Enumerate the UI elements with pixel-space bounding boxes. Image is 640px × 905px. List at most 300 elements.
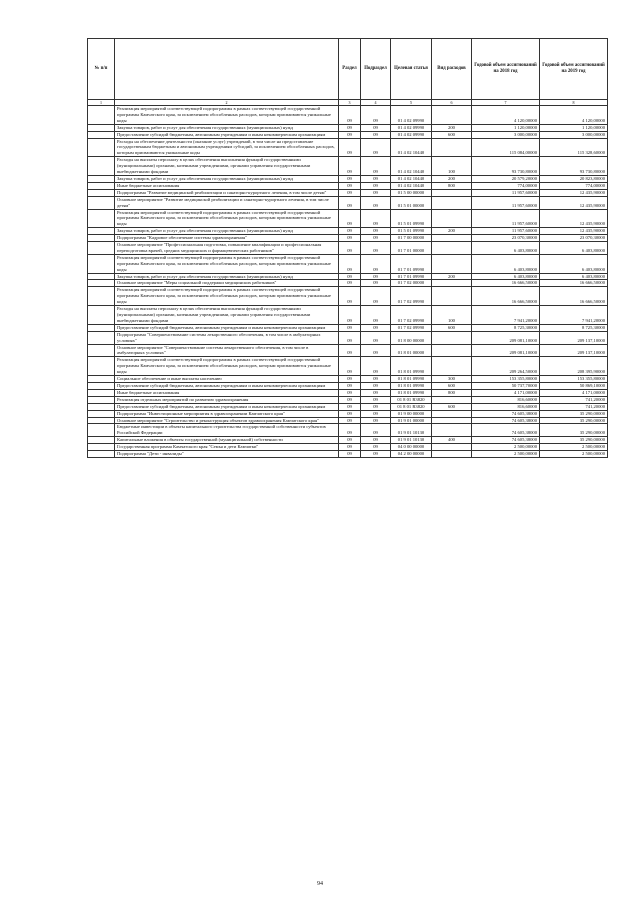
- row-razdel: 09: [339, 182, 361, 189]
- row-number: [88, 280, 115, 287]
- row-amount-2019: 741,20000: [540, 396, 608, 403]
- row-name: Подпрограмма "Дети - инвалиды": [115, 451, 339, 458]
- row-razdel: 09: [339, 437, 361, 444]
- row-name: Социальное обеспечение и иные выплаты населению: [115, 376, 339, 383]
- row-number: [88, 138, 115, 157]
- row-razdel: 09: [339, 396, 361, 403]
- row-target-article: 01 4 02 10440: [391, 175, 432, 182]
- row-amount-2018: 1 120,00000: [472, 124, 540, 131]
- row-number: [88, 444, 115, 451]
- header-num: № п/п: [88, 39, 115, 100]
- row-number: [88, 189, 115, 196]
- row-podrazdel: 09: [361, 357, 391, 376]
- row-podrazdel: 09: [361, 209, 391, 228]
- row-number: [88, 331, 115, 344]
- row-razdel: 09: [339, 273, 361, 280]
- row-amount-2018: 816,60000: [472, 403, 540, 410]
- row-podrazdel: 09: [361, 410, 391, 417]
- row-expense-type: 300: [432, 376, 472, 383]
- row-name: Подпрограмма "Инвестиционные мероприятия в здравоохранении Камчатского края": [115, 410, 339, 417]
- row-amount-2018: 209 081,10000: [472, 331, 540, 344]
- table-row: [88, 306, 608, 325]
- row-target-article: 01 7 02 09990: [391, 306, 432, 325]
- row-expense-type: 800: [432, 389, 472, 396]
- row-number: [88, 382, 115, 389]
- row-amount-2018: 4 171,00000: [472, 389, 540, 396]
- row-razdel: 09: [339, 382, 361, 389]
- row-razdel: 09: [339, 410, 361, 417]
- row-name: Бюджетные инвестиции в объекты капитального строительства государственной собственности субъектов Российской Федерации: [115, 424, 339, 437]
- table-row: [88, 106, 608, 125]
- table-row: [88, 344, 608, 357]
- row-podrazdel: 09: [361, 131, 391, 138]
- row-number: [88, 254, 115, 273]
- row-number: [88, 106, 115, 125]
- header-2019: Годовой объем ассигнований на 2019 год: [540, 39, 608, 100]
- row-amount-2018: 11 957,60000: [472, 228, 540, 235]
- row-razdel: 09: [339, 228, 361, 235]
- row-razdel: 09: [339, 451, 361, 458]
- row-podrazdel: 09: [361, 175, 391, 182]
- row-target-article: 01 7 02 00000: [391, 280, 432, 287]
- row-podrazdel: 09: [361, 182, 391, 189]
- row-expense-type: 200: [432, 273, 472, 280]
- row-podrazdel: 09: [361, 124, 391, 131]
- row-podrazdel: 09: [361, 389, 391, 396]
- row-number: [88, 437, 115, 444]
- col-number: 8: [540, 100, 608, 106]
- row-razdel: 09: [339, 189, 361, 196]
- col-number: 1: [88, 100, 115, 106]
- row-amount-2018: 209 081,10000: [472, 344, 540, 357]
- row-podrazdel: 09: [361, 306, 391, 325]
- table-row: [88, 382, 608, 389]
- row-name: Расходы на обеспечение деятельности (оказание услуг) учреждений, в том числе на предоставление государственным бюджетным и автономным учреждениям субсидий, за исключением обособленных расходов, которым присваиваются уникальные коды: [115, 138, 339, 157]
- row-name: Закупка товаров, работ и услуг для обеспечения государственных (муниципальных) нужд: [115, 124, 339, 131]
- row-target-article: 01 4 02 09990: [391, 131, 432, 138]
- row-name: Закупка товаров, работ и услуг для обеспечения государственных (муниципальных) нужд: [115, 273, 339, 280]
- row-razdel: 09: [339, 424, 361, 437]
- row-amount-2019: 35 290,00000: [540, 424, 608, 437]
- row-target-article: 01 4 02 10440: [391, 182, 432, 189]
- row-name: Основное мероприятие "Совершенствование системы лекарственного обеспечения, в том числе в амбулаторных условиях": [115, 344, 339, 357]
- table-row: [88, 417, 608, 424]
- col-number: 4: [361, 100, 391, 106]
- row-target-article: 01 8 01 R3820: [391, 403, 432, 410]
- row-razdel: 09: [339, 235, 361, 242]
- row-podrazdel: 09: [361, 106, 391, 125]
- row-amount-2019: 8 725,30000: [540, 324, 608, 331]
- page-number: 94: [317, 881, 323, 887]
- table-row: [88, 235, 608, 242]
- row-target-article: 01 5 01 00000: [391, 196, 432, 209]
- row-amount-2019: 6 403,80000: [540, 273, 608, 280]
- row-podrazdel: 09: [361, 235, 391, 242]
- row-razdel: 09: [339, 157, 361, 176]
- row-name: Реализация отдельных мероприятий по развитию здравоохранения: [115, 396, 339, 403]
- row-razdel: 09: [339, 254, 361, 273]
- row-amount-2018: 11 957,60000: [472, 196, 540, 209]
- row-name: Расходы на выплаты персоналу в целях обеспечения выполнения функций государственными (муниципальными) органами, казенными учреждениями, органами управления государственными внебюджетными фондами: [115, 306, 339, 325]
- table-row: [88, 287, 608, 306]
- row-expense-type: [432, 396, 472, 403]
- row-amount-2019: 741,20000: [540, 403, 608, 410]
- row-target-article: 01 5 01 09990: [391, 228, 432, 235]
- col-number: 6: [432, 100, 472, 106]
- row-amount-2019: 7 941,20000: [540, 306, 608, 325]
- row-expense-type: [432, 189, 472, 196]
- row-target-article: 01 8 01 09990: [391, 357, 432, 376]
- row-podrazdel: 09: [361, 382, 391, 389]
- row-target-article: 01 7 02 09990: [391, 324, 432, 331]
- table-row: [88, 389, 608, 396]
- row-number: [88, 175, 115, 182]
- row-amount-2019: 115 328,60000: [540, 138, 608, 157]
- table-row: [88, 403, 608, 410]
- row-podrazdel: 09: [361, 287, 391, 306]
- header-csr: Целевая статья: [391, 39, 432, 100]
- row-amount-2018: 74 605,38000: [472, 437, 540, 444]
- row-podrazdel: 09: [361, 417, 391, 424]
- row-number: [88, 451, 115, 458]
- row-number: [88, 324, 115, 331]
- row-name: Закупка товаров, работ и услуг для обеспечения государственных (муниципальных) нужд: [115, 228, 339, 235]
- row-podrazdel: 09: [361, 273, 391, 280]
- row-amount-2019: 3 000,00000: [540, 131, 608, 138]
- table-row: [88, 376, 608, 383]
- row-amount-2018: 2 500,00000: [472, 444, 540, 451]
- row-number: [88, 403, 115, 410]
- row-number: [88, 131, 115, 138]
- row-target-article: 01 9 01 00000: [391, 417, 432, 424]
- row-target-article: 01 7 01 09990: [391, 273, 432, 280]
- row-number: [88, 228, 115, 235]
- table-row: [88, 196, 608, 209]
- row-number: [88, 389, 115, 396]
- row-expense-type: [432, 242, 472, 255]
- row-expense-type: 200: [432, 124, 472, 131]
- row-amount-2018: 50 737,70000: [472, 382, 540, 389]
- row-number: [88, 417, 115, 424]
- row-podrazdel: 09: [361, 451, 391, 458]
- row-amount-2019: 774,00000: [540, 182, 608, 189]
- row-target-article: 01 7 02 09990: [391, 287, 432, 306]
- table-row: [88, 228, 608, 235]
- row-podrazdel: 09: [361, 344, 391, 357]
- table-row: [88, 124, 608, 131]
- row-amount-2018: 774,00000: [472, 182, 540, 189]
- row-razdel: 09: [339, 306, 361, 325]
- table-row: [88, 357, 608, 376]
- row-target-article: 01 9 00 00000: [391, 410, 432, 417]
- row-razdel: 09: [339, 175, 361, 182]
- row-name: Предоставление субсидий бюджетным, автономным учреждениям и иным некоммерческим организациям: [115, 131, 339, 138]
- col-number: 3: [339, 100, 361, 106]
- row-expense-type: 200: [432, 228, 472, 235]
- row-razdel: 09: [339, 331, 361, 344]
- row-target-article: 01 8 01 00000: [391, 344, 432, 357]
- row-target-article: 01 8 00 00000: [391, 331, 432, 344]
- row-amount-2018: 209 264,50000: [472, 357, 540, 376]
- row-podrazdel: 09: [361, 444, 391, 451]
- row-amount-2018: 8 725,30000: [472, 324, 540, 331]
- row-name: Капитальные вложения в объекты государственной (муниципальной) собственности: [115, 437, 339, 444]
- row-name: Основное мероприятие "Профессиональная подготовка, повышение квалификации и профессиональная переподготовка врачей, средних медицинских и фармацевтических работников": [115, 242, 339, 255]
- row-amount-2018: 6 403,80000: [472, 254, 540, 273]
- row-number: [88, 410, 115, 417]
- row-podrazdel: 09: [361, 189, 391, 196]
- row-amount-2019: 50 869,10000: [540, 382, 608, 389]
- budget-table: [87, 38, 608, 458]
- row-amount-2019: 16 666,50000: [540, 287, 608, 306]
- row-razdel: 09: [339, 376, 361, 383]
- row-number: [88, 344, 115, 357]
- row-expense-type: [432, 287, 472, 306]
- row-number: [88, 376, 115, 383]
- row-name: Подпрограмма "Развитие медицинской реабилитации и санаторно-курортного лечения, в том числе детям": [115, 189, 339, 196]
- row-expense-type: 800: [432, 182, 472, 189]
- row-expense-type: [432, 106, 472, 125]
- row-name: Подпрограмма "Кадровое обеспечение системы здравоохранения": [115, 235, 339, 242]
- row-target-article: 04 0 00 00000: [391, 444, 432, 451]
- row-expense-type: [432, 451, 472, 458]
- row-amount-2019: 2 500,00000: [540, 451, 608, 458]
- row-name: Реализация мероприятий соответствующей подпрограммы в рамках соответствующей государственной программы Камчатского края, за исключением обособленных расходов, которым присваиваются уникальные коды: [115, 106, 339, 125]
- row-amount-2019: 12 435,90000: [540, 228, 608, 235]
- row-expense-type: 100: [432, 306, 472, 325]
- row-amount-2019: 12 435,90000: [540, 196, 608, 209]
- row-expense-type: 600: [432, 324, 472, 331]
- row-podrazdel: 09: [361, 138, 391, 157]
- row-expense-type: [432, 280, 472, 287]
- row-target-article: 01 8 01 09990: [391, 376, 432, 383]
- row-number: [88, 124, 115, 131]
- row-target-article: 01 4 02 10440: [391, 157, 432, 176]
- row-podrazdel: 09: [361, 403, 391, 410]
- table-row: [88, 131, 608, 138]
- row-expense-type: 200: [432, 175, 472, 182]
- row-amount-2018: 16 666,50000: [472, 280, 540, 287]
- row-podrazdel: 09: [361, 254, 391, 273]
- row-podrazdel: 09: [361, 280, 391, 287]
- row-expense-type: [432, 209, 472, 228]
- table-row: [88, 242, 608, 255]
- row-amount-2018: 6 403,80000: [472, 273, 540, 280]
- row-expense-type: [432, 424, 472, 437]
- row-name: Закупка товаров, работ и услуг для обеспечения государственных (муниципальных) нужд: [115, 175, 339, 182]
- row-amount-2019: 20 823,80000: [540, 175, 608, 182]
- row-target-article: 01 8 01 R3820: [391, 396, 432, 403]
- row-number: [88, 182, 115, 189]
- row-amount-2018: 2 500,00000: [472, 451, 540, 458]
- row-number: [88, 396, 115, 403]
- table-row: [88, 324, 608, 331]
- row-name: Подпрограмма "Совершенствование системы лекарственного обеспечения, в том числе в амбулаторных условиях": [115, 331, 339, 344]
- row-razdel: 09: [339, 196, 361, 209]
- row-target-article: 01 4 02 09990: [391, 106, 432, 125]
- row-razdel: 09: [339, 344, 361, 357]
- row-number: [88, 287, 115, 306]
- table-row: [88, 280, 608, 287]
- row-amount-2018: 153 355,80000: [472, 376, 540, 383]
- row-expense-type: [432, 417, 472, 424]
- row-number: [88, 357, 115, 376]
- row-podrazdel: 09: [361, 396, 391, 403]
- row-expense-type: 600: [432, 382, 472, 389]
- row-name: Реализация мероприятий соответствующей подпрограммы в рамках соответствующей государственной программы Камчатского края, за исключением обособленных расходов, которым присваиваются уникальные коды: [115, 209, 339, 228]
- row-name: Основное мероприятие "Развитие медицинской реабилитации и санаторно-курортного лечения, в том числе детям": [115, 196, 339, 209]
- row-amount-2019: 35 290,00000: [540, 437, 608, 444]
- row-name: Реализация мероприятий соответствующей подпрограммы в рамках соответствующей государственной программы Камчатского края, за исключением обособленных расходов, которым присваиваются уникальные коды: [115, 254, 339, 273]
- row-number: [88, 242, 115, 255]
- table-row: [88, 157, 608, 176]
- row-number: [88, 273, 115, 280]
- table-row: [88, 273, 608, 280]
- row-amount-2019: 35 290,00000: [540, 417, 608, 424]
- row-name: Основное мероприятие "Строительство и реконструкция объектов здравоохранения Камчатского края": [115, 417, 339, 424]
- row-amount-2019: 23 070,30000: [540, 235, 608, 242]
- row-amount-2018: 115 084,00000: [472, 138, 540, 157]
- row-amount-2019: 4 171,00000: [540, 389, 608, 396]
- row-expense-type: 600: [432, 403, 472, 410]
- row-amount-2019: 93 730,80000: [540, 157, 608, 176]
- row-razdel: 09: [339, 280, 361, 287]
- row-amount-2018: 16 666,50000: [472, 287, 540, 306]
- row-podrazdel: 09: [361, 196, 391, 209]
- table-row: [88, 331, 608, 344]
- row-razdel: 09: [339, 389, 361, 396]
- row-expense-type: [432, 138, 472, 157]
- row-razdel: 09: [339, 417, 361, 424]
- row-target-article: 01 4 02 10440: [391, 138, 432, 157]
- header-vr: Вид расходов: [432, 39, 472, 100]
- row-expense-type: [432, 344, 472, 357]
- row-expense-type: 100: [432, 157, 472, 176]
- row-amount-2018: 74 605,38000: [472, 417, 540, 424]
- row-number: [88, 209, 115, 228]
- table-row: [88, 437, 608, 444]
- row-razdel: 09: [339, 287, 361, 306]
- row-amount-2019: 16 666,50000: [540, 280, 608, 287]
- row-amount-2019: 153 355,80000: [540, 376, 608, 383]
- row-razdel: 09: [339, 403, 361, 410]
- table-row: [88, 175, 608, 182]
- row-razdel: 09: [339, 131, 361, 138]
- row-expense-type: 600: [432, 131, 472, 138]
- row-target-article: 01 8 01 09990: [391, 389, 432, 396]
- row-expense-type: [432, 235, 472, 242]
- row-amount-2018: 6 403,80000: [472, 242, 540, 255]
- table-row: [88, 410, 608, 417]
- row-expense-type: 400: [432, 437, 472, 444]
- row-razdel: 09: [339, 242, 361, 255]
- table-row: [88, 209, 608, 228]
- row-name: Иные бюджетные ассигнования: [115, 182, 339, 189]
- row-name: Предоставление субсидий бюджетным, автономным учреждениям и иным некоммерческим организациям: [115, 324, 339, 331]
- header-podrazdel: Подраздел: [361, 39, 391, 100]
- row-amount-2018: 4 120,00000: [472, 106, 540, 125]
- row-expense-type: [432, 410, 472, 417]
- row-target-article: 01 9 01 10130: [391, 437, 432, 444]
- table-row: [88, 396, 608, 403]
- row-amount-2018: 3 000,00000: [472, 131, 540, 138]
- row-number: [88, 196, 115, 209]
- table-header-row: [88, 39, 608, 100]
- header-razdel: Раздел: [339, 39, 361, 100]
- row-podrazdel: 09: [361, 437, 391, 444]
- row-expense-type: [432, 196, 472, 209]
- row-razdel: 09: [339, 124, 361, 131]
- header-2018: Годовой объем ассигнований на 2018 год: [472, 39, 540, 100]
- row-expense-type: [432, 357, 472, 376]
- row-expense-type: [432, 331, 472, 344]
- row-amount-2018: 11 957,60000: [472, 189, 540, 196]
- row-razdel: 09: [339, 324, 361, 331]
- row-podrazdel: 09: [361, 324, 391, 331]
- row-amount-2018: 93 730,80000: [472, 157, 540, 176]
- row-name: Расходы на выплаты персоналу в целях обеспечения выполнения функций государственными (муниципальными) органами, казенными учреждениями, органами управления государственными внебюджетными фондами: [115, 157, 339, 176]
- row-number: [88, 157, 115, 176]
- row-name: Предоставление субсидий бюджетным, автономным учреждениям и иным некоммерческим организациям: [115, 403, 339, 410]
- row-podrazdel: 09: [361, 331, 391, 344]
- row-target-article: 04 2 00 00000: [391, 451, 432, 458]
- row-podrazdel: 09: [361, 157, 391, 176]
- table-row: [88, 451, 608, 458]
- row-number: [88, 235, 115, 242]
- row-razdel: 09: [339, 209, 361, 228]
- header-name: [115, 39, 339, 100]
- row-expense-type: [432, 254, 472, 273]
- row-target-article: 01 7 01 09990: [391, 254, 432, 273]
- row-amount-2019: 12 435,90000: [540, 189, 608, 196]
- row-amount-2019: 1 120,00000: [540, 124, 608, 131]
- row-name: Основное мероприятие "Меры социальной поддержки медицинских работников": [115, 280, 339, 287]
- row-podrazdel: 09: [361, 242, 391, 255]
- row-expense-type: [432, 444, 472, 451]
- row-amount-2018: 7 941,20000: [472, 306, 540, 325]
- row-amount-2018: 816,60000: [472, 396, 540, 403]
- row-target-article: 01 5 00 00000: [391, 189, 432, 196]
- table-row: [88, 138, 608, 157]
- row-amount-2019: 4 120,00000: [540, 106, 608, 125]
- row-amount-2019: 208 395,90000: [540, 357, 608, 376]
- row-target-article: 01 7 00 00000: [391, 235, 432, 242]
- row-target-article: 01 9 01 10130: [391, 424, 432, 437]
- table-row: [88, 189, 608, 196]
- table-row: [88, 182, 608, 189]
- row-name: Реализация мероприятий соответствующей подпрограммы в рамках соответствующей государственной программы Камчатского края, за исключением обособленных расходов, которым присваиваются уникальные коды: [115, 357, 339, 376]
- row-amount-2019: 12 435,90000: [540, 209, 608, 228]
- row-podrazdel: 09: [361, 228, 391, 235]
- table-row: [88, 444, 608, 451]
- row-number: [88, 306, 115, 325]
- row-target-article: 01 4 02 09990: [391, 124, 432, 131]
- row-amount-2018: 74 605,38000: [472, 410, 540, 417]
- row-amount-2019: 35 290,00000: [540, 410, 608, 417]
- row-amount-2019: 6 403,80000: [540, 254, 608, 273]
- row-razdel: 09: [339, 138, 361, 157]
- row-amount-2018: 23 070,30000: [472, 235, 540, 242]
- row-target-article: 01 5 01 09990: [391, 209, 432, 228]
- row-amount-2018: 20 579,20000: [472, 175, 540, 182]
- row-razdel: 09: [339, 444, 361, 451]
- row-razdel: 09: [339, 357, 361, 376]
- row-amount-2019: 209 137,10000: [540, 331, 608, 344]
- row-razdel: 09: [339, 106, 361, 125]
- row-amount-2019: 2 500,00000: [540, 444, 608, 451]
- row-podrazdel: 09: [361, 424, 391, 437]
- table-body: [88, 106, 608, 458]
